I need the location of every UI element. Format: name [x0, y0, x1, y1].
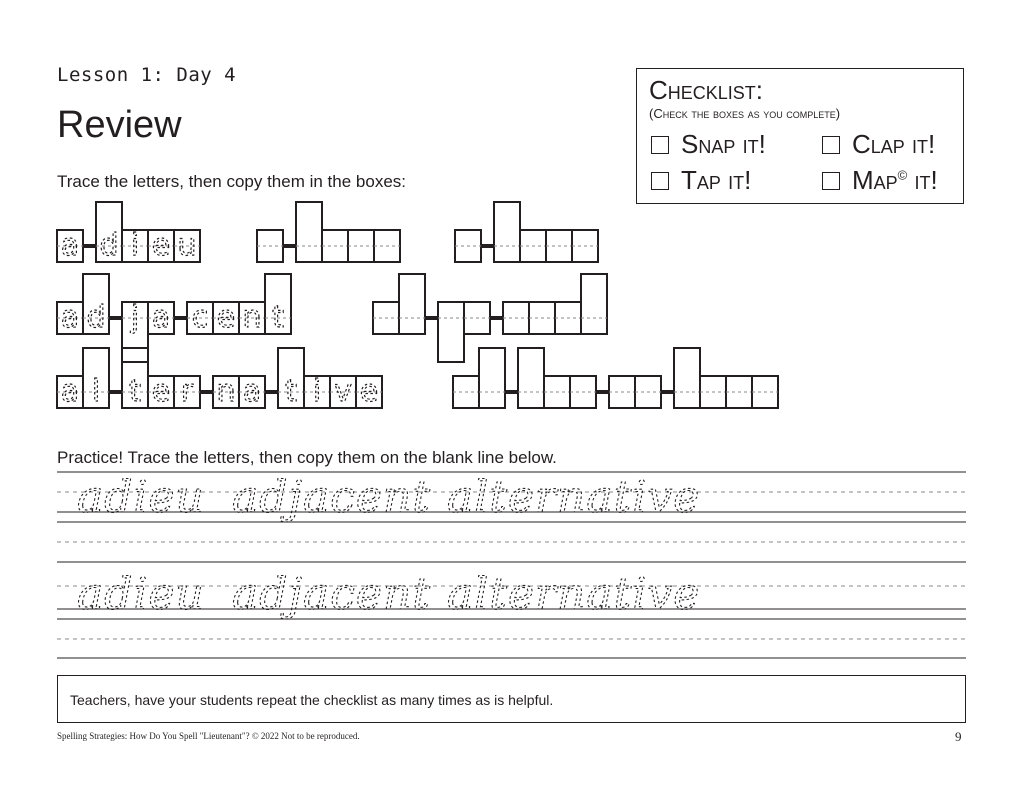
trace-letter: a [151, 300, 171, 335]
checklist-subtitle: (Check the boxes as you complete) [649, 106, 841, 121]
trace-instruction: Trace the letters, then copy them in the boxes: [57, 172, 406, 191]
trace-word: adjacent [232, 569, 431, 620]
page-number: 9 [955, 729, 962, 744]
checklist-item-label: Map© it! [852, 165, 938, 195]
trace-letter: l [91, 374, 101, 409]
trace-letter: e [216, 300, 236, 335]
trace-letter: e [359, 374, 379, 409]
trace-letter: t [272, 300, 284, 335]
trace-letter: a [60, 374, 80, 409]
copyright-mark: © [897, 167, 908, 183]
checklist-item-label: Clap it! [852, 129, 936, 159]
trace-letter: a [60, 300, 80, 335]
trace-letter: e [151, 228, 171, 263]
checklist-item-label: Snap it! [681, 129, 766, 159]
trace-word: adieu [77, 569, 205, 620]
footer-copyright: Spelling Strategies: How Do You Spell "Lieutenant"? © 2022 Not to be reproduced. [57, 731, 360, 741]
teacher-note [57, 675, 966, 723]
trace-letter: j [130, 300, 140, 335]
lesson-label: Lesson 1: Day 4 [57, 64, 237, 86]
trace-letter: r [180, 374, 194, 409]
practice-instruction: Practice! Trace the letters, then copy them on the blank line below. [57, 448, 557, 467]
trace-letter: e [151, 374, 171, 409]
trace-letter: t [129, 374, 141, 409]
trace-letter: n [242, 300, 262, 335]
teacher-note-text: Teachers, have your students repeat the checklist as many times as is helpful. [70, 692, 554, 708]
trace-letter: i [312, 374, 322, 409]
checklist-item-label: Tap it! [681, 165, 752, 195]
trace-letter: t [285, 374, 297, 409]
trace-letter: a [60, 228, 80, 263]
trace-letter: i [130, 228, 140, 263]
trace-word: adieu [77, 472, 205, 523]
trace-letter: a [242, 374, 262, 409]
trace-letter: d [99, 228, 119, 263]
trace-letter: c [191, 300, 209, 335]
trace-letter: n [216, 374, 236, 409]
trace-letter: d [86, 300, 106, 335]
trace-letter: v [334, 374, 352, 409]
page-title: Review [57, 104, 182, 146]
checklist-title: Checklist: [649, 75, 764, 105]
trace-word: alternative [447, 569, 701, 620]
trace-letter: u [177, 228, 197, 263]
trace-word: alternative [447, 472, 701, 523]
trace-word: adjacent [232, 472, 431, 523]
